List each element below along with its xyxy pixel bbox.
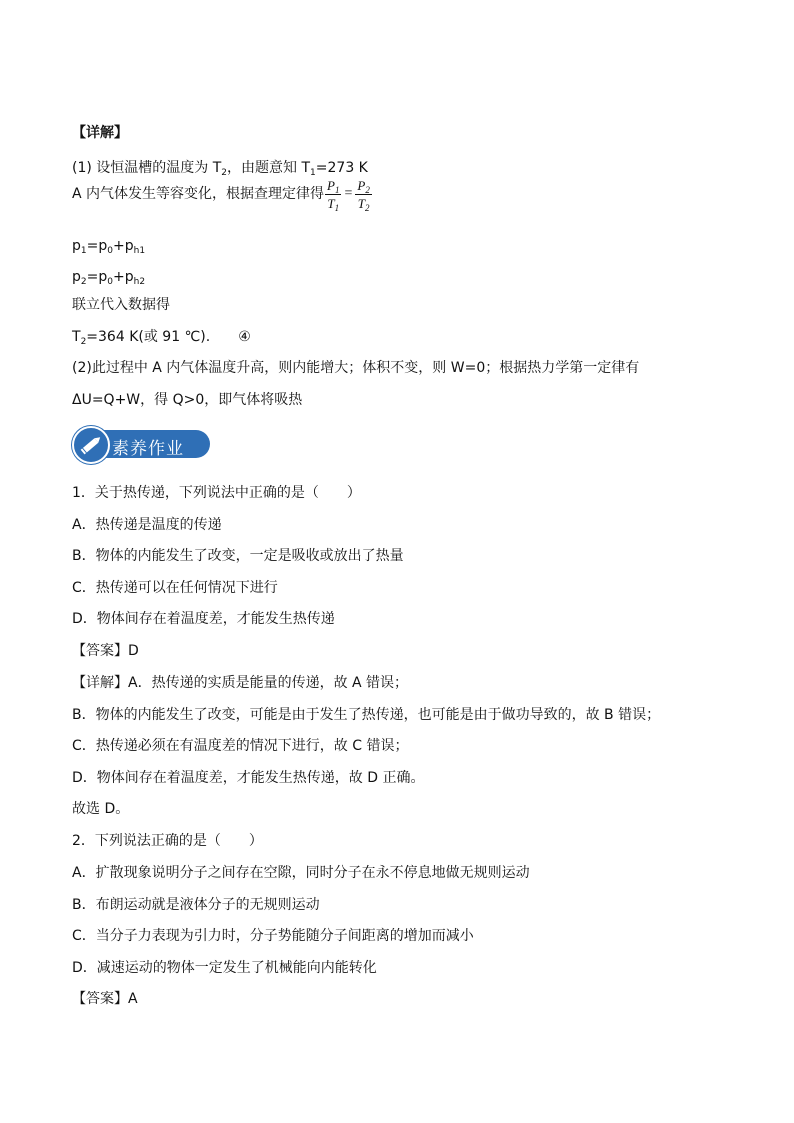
question-2-option-c: C．当分子力表现为引力时，分子势能随分子间距离的增加而减小 <box>72 928 474 944</box>
question-1-option-d: D．物体间存在着温度差，才能发生热传递 <box>72 611 335 627</box>
detail-line-8: ΔU=Q+W，得 Q>0，即气体将吸热 <box>72 392 303 408</box>
question-2-option-b: B．布朗运动就是液体分子的无规则运动 <box>72 897 320 913</box>
question-1-explanation-3: C．热传递必须在有温度差的情况下进行，故 C 错误； <box>72 738 409 754</box>
question-1-explanation-4: D．物体间存在着温度差，才能发生热传递，故 D 正确。 <box>72 770 425 786</box>
section-banner <box>72 426 212 462</box>
question-1-explanation-2: B．物体的内能发生了改变，可能是由于发生了热传递，也可能是由于做功导致的，故 B 错误； <box>72 707 661 723</box>
question-1-option-a: A．热传递是温度的传递 <box>72 517 222 533</box>
question-1-answer: 【答案】D <box>72 643 139 659</box>
fraction-p1-t1: $\frac{P_1}{T_1}$ <box>327 177 340 213</box>
question-1-option-c: C．热传递可以在任何情况下进行 <box>72 580 278 596</box>
question-2-option-d: D．减速运动的物体一定发生了机械能向内能转化 <box>72 960 377 976</box>
fraction-p2-t2: $\frac{P_2}{T_2}$ <box>357 177 370 213</box>
detail-line-2: A 内气体发生等容变化，根据查理定律得 $\frac{P_1}{T_1}$ = $\frac{P_2}{T_2}$ <box>72 177 370 213</box>
detail-line-6: $T_2=364$ K(或 91 ℃). ④ <box>72 329 251 347</box>
question-1-option-b: B．物体的内能发生了改变，一定是吸收或放出了热量 <box>72 548 404 564</box>
detail-line-5: 联立代入数据得 <box>72 297 170 313</box>
section-heading: 【详解】 <box>72 125 128 141</box>
question-2-stem: 2．下列说法正确的是（ ） <box>72 833 263 849</box>
banner-label: 素养作业 <box>112 439 184 459</box>
question-1-explanation-1: 【详解】A．热传递的实质是能量的传递，故 A 错误； <box>72 675 409 691</box>
detail-line-4: $p_2=p_0+p_{h2}$ <box>72 269 146 287</box>
question-1-stem: 1．关于热传递，下列说法中正确的是（ ） <box>72 485 361 501</box>
detail-line-7: (2)此过程中 A 内气体温度升高，则内能增大；体积不变，则 W=0；根据热力学第一定律有 <box>72 360 640 376</box>
question-2-answer: 【答案】A <box>72 991 138 1007</box>
question-2-option-a: A．扩散现象说明分子之间存在空隙，同时分子在永不停息地做无规则运动 <box>72 865 530 881</box>
pencil-icon <box>72 426 110 464</box>
detail-line-3: $p_1=p_0+p_{h1}$ <box>72 238 146 256</box>
question-1-explanation-5: 故选 D。 <box>72 801 130 817</box>
detail-line-1: (1) 设恒温槽的温度为 $T_2$，由题意知 $T_1=273$ K <box>72 160 368 178</box>
